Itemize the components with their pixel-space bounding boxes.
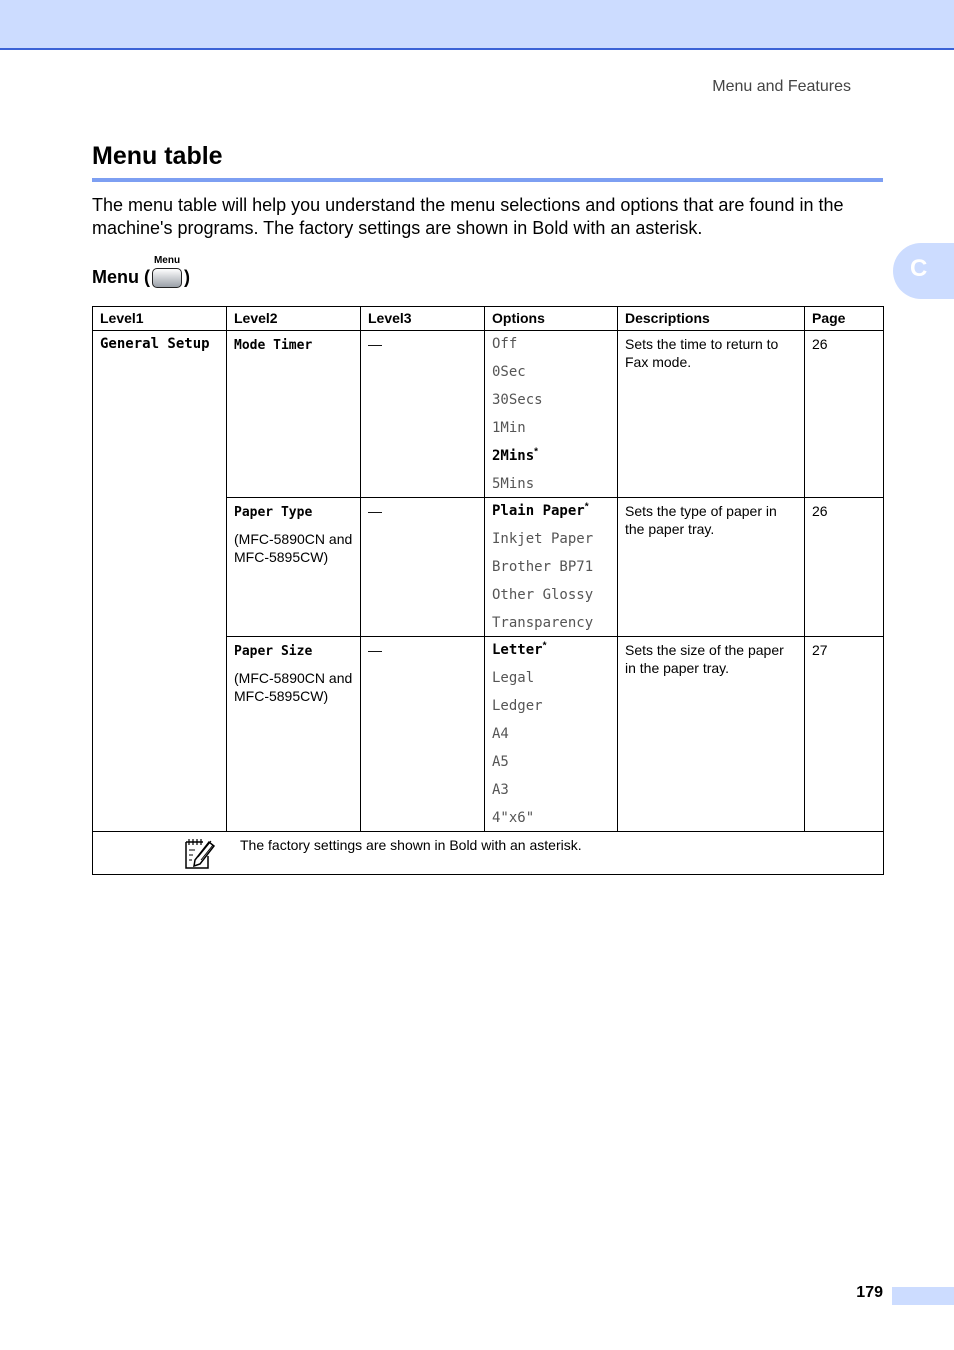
menu-heading [92, 256, 190, 290]
page-title: Menu table [92, 142, 223, 170]
option-item-default [492, 641, 610, 669]
col-header-level1: Level1 [93, 307, 227, 331]
level3-cell: — [361, 498, 485, 637]
option-item: 0Sec [492, 364, 526, 380]
menu-key-button-shape [152, 268, 182, 288]
option-item: 5Mins [492, 476, 535, 492]
chapter-letter: C [910, 255, 928, 282]
option-default-label: Plain Paper [492, 503, 585, 519]
page-cell: 26 [805, 498, 884, 637]
option-default-label: Letter [492, 642, 543, 658]
description-cell: Sets the type of paper in the paper tray. [618, 498, 805, 637]
option-item: Other Glossy [492, 587, 594, 603]
level1-cell: General Setup [93, 331, 227, 832]
level2-cell [227, 637, 361, 832]
level2-model-note: (MFC-5890CN and MFC-5895CW) [234, 531, 353, 565]
option-item: Ledger [492, 698, 543, 714]
menu-table [92, 306, 884, 875]
col-header-options: Options [485, 307, 618, 331]
menu-key-icon [151, 256, 183, 290]
option-item: A3 [492, 782, 509, 798]
running-header: Menu and Features [712, 78, 851, 95]
col-header-page: Page [805, 307, 884, 331]
options-cell [485, 331, 618, 498]
intro-paragraph: The menu table will help you understand the menu selections and options that are found in the machine's programs. The factory settings are shown in Bold with an asterisk. [92, 195, 844, 238]
page-number: 179 [856, 1284, 883, 1301]
col-header-level3: Level3 [361, 307, 485, 331]
menu-heading-label: Menu ( [92, 267, 150, 287]
page-cell: 27 [805, 637, 884, 832]
menu-key-label: Menu [153, 255, 181, 266]
option-item: Brother BP71 [492, 559, 594, 575]
option-default-label: 2Mins [492, 448, 535, 464]
option-item: Off [492, 336, 518, 352]
top-band [0, 0, 954, 50]
chapter-tab [893, 243, 954, 299]
table-row [93, 331, 884, 498]
option-item-default [492, 502, 610, 530]
level2-name: Paper Type [234, 505, 313, 520]
description-cell: Sets the size of the paper in the paper tray. [618, 637, 805, 832]
title-rule [92, 178, 883, 182]
option-item: A4 [492, 726, 509, 742]
option-item: 30Secs [492, 392, 543, 408]
level2-cell [227, 331, 361, 498]
default-asterisk: * [584, 501, 589, 513]
level2-model-note: (MFC-5890CN and MFC-5895CW) [234, 670, 353, 704]
level2-cell [227, 498, 361, 637]
menu-heading-close: ) [184, 267, 190, 287]
options-cell [485, 637, 618, 832]
page-number-tab [892, 1287, 954, 1305]
default-asterisk: * [542, 640, 547, 652]
option-item: Transparency [492, 615, 594, 631]
level2-name: Mode Timer [234, 338, 313, 353]
page-cell: 26 [805, 331, 884, 498]
table-header-row [93, 307, 884, 331]
note-text: The factory settings are shown in Bold with an asterisk. [240, 837, 582, 853]
note-pencil-icon [183, 836, 217, 870]
option-item: A5 [492, 754, 509, 770]
level2-name: Paper Size [234, 644, 313, 659]
level3-cell: — [361, 331, 485, 498]
level3-cell: — [361, 637, 485, 832]
options-cell [485, 498, 618, 637]
col-header-level2: Level2 [227, 307, 361, 331]
option-item-default [492, 447, 610, 475]
option-item: 4"x6" [492, 810, 535, 826]
option-item: Inkjet Paper [492, 531, 594, 547]
option-item: Legal [492, 670, 535, 686]
col-header-descriptions: Descriptions [618, 307, 805, 331]
option-item: 1Min [492, 420, 526, 436]
default-asterisk: * [534, 446, 539, 458]
description-cell: Sets the time to return to Fax mode. [618, 331, 805, 498]
